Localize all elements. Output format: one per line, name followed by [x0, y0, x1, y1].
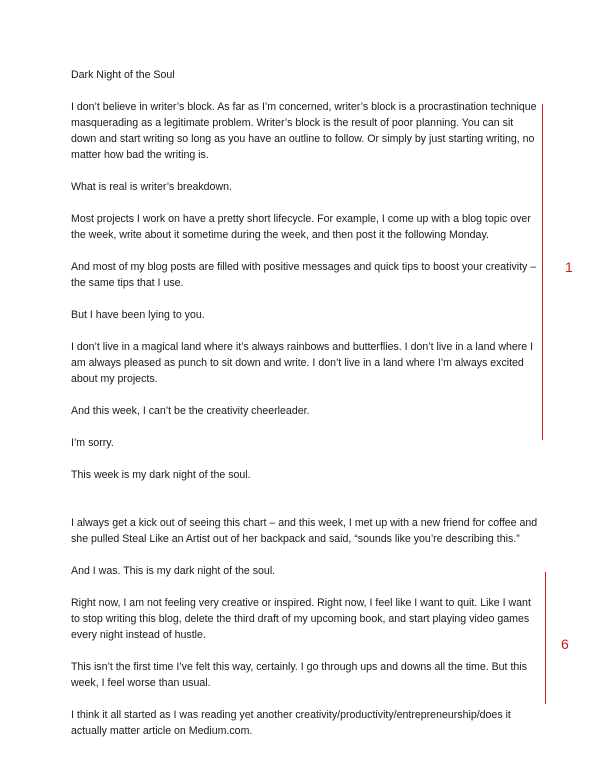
paragraph-2: What is real is writer’s breakdown.: [71, 181, 232, 193]
paragraph-7: And this week, I can’t be the creativity cheerleader.: [71, 405, 310, 417]
paragraph-4: And most of my blog posts are filled with positive messages and quick tips to boost your creativity – the same tips that I use.: [71, 261, 537, 289]
margin-bracket-2: [545, 572, 546, 704]
paragraph-1: I don’t believe in writer’s block. As far as I’m concerned, writer’s block is a procrastination technique masquerading as a legitimate problem. Writer’s block is the result of poor planning. You can sit down and start writing so long as you have an outline to follow. Or simply by just starting writing, no matter how bad the writing is.: [71, 101, 537, 161]
document-body: [71, 67, 541, 755]
paragraph-5: But I have been lying to you.: [71, 309, 205, 321]
paragraph-14: I think it all started as I was reading yet another creativity/productivity/entrepreneurship/does it actually matter article on Medium.com.: [71, 709, 511, 737]
paragraph-9: This week is my dark night of the soul.: [71, 469, 251, 481]
paragraph-6: I don’t live in a magical land where it’s always rainbows and butterflies. I don’t live in a land where I am always pleased as punch to sit down and write. I don’t live in a land where I’m always excited about my projects.: [71, 341, 534, 385]
paragraph-13: This isn’t the first time I’ve felt this way, certainly. I go through ups and downs all the time. But this week, I feel worse than usual.: [71, 661, 527, 689]
margin-marker-1: 1: [565, 259, 573, 275]
paragraph-11: And I was. This is my dark night of the soul.: [71, 565, 276, 577]
paragraph-12: Right now, I am not feeling very creative or inspired. Right now, I feel like I want to quit. Like I want to stop writing this blog, delete the third draft of my upcoming book, and start playing video games every night instead of hustle.: [71, 597, 531, 641]
paragraph-10: I always get a kick out of seeing this chart – and this week, I met up with a new friend for coffee and she pulled Steal Like an Artist out of her backpack and said, “sounds like you’re describing this.”: [71, 517, 538, 545]
margin-marker-2: 6: [561, 636, 569, 652]
paragraph-3: Most projects I work on have a pretty short lifecycle. For example, I come up with a blog topic over the week, write about it sometime during the week, and then post it the following Monday.: [71, 213, 531, 241]
document-title: Dark Night of the Soul: [71, 69, 175, 81]
margin-bracket-1: [542, 104, 543, 440]
paragraph-8: I’m sorry.: [71, 437, 114, 449]
